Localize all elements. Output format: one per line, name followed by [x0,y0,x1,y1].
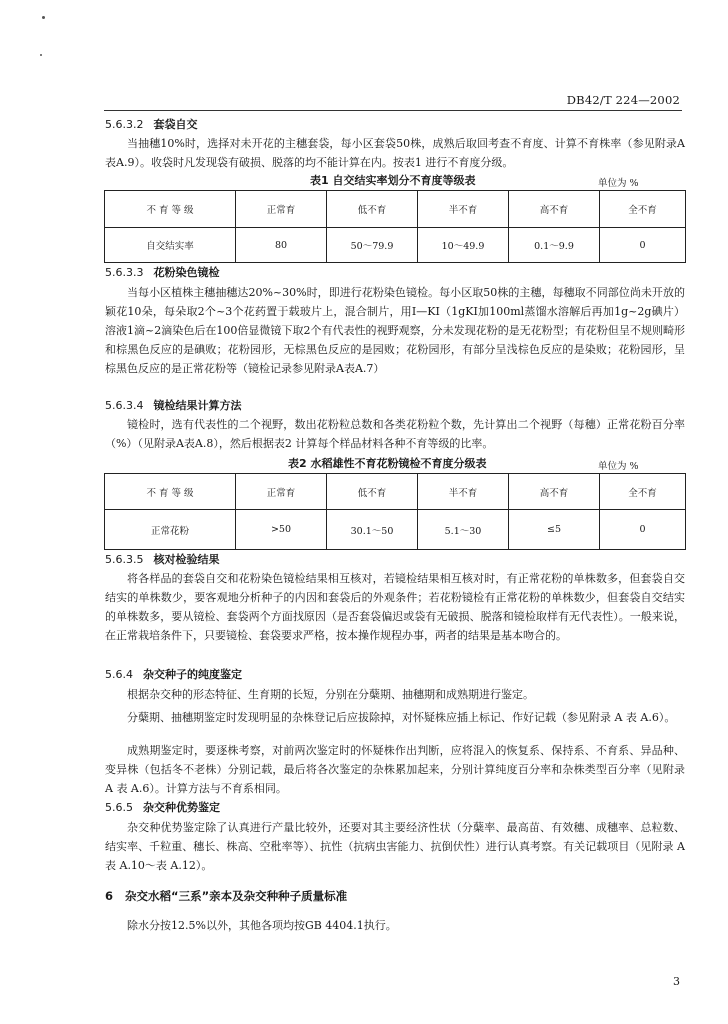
section-number: 5.6.3.2 [105,118,144,131]
table-caption: 表2 水稻雄性不育花粉镜检不育度分级表 [288,457,487,470]
table-header-cell: 全不育 [600,191,686,228]
table-row [105,228,686,263]
table-cell: 50～79.9 [327,228,418,263]
table-header-cell: 正常育 [236,191,327,228]
table-header-cell: 高不育 [509,474,600,510]
table-cell: 80 [236,228,327,263]
section-heading-6 [105,888,347,904]
document-code: DB42/T 224—2002 [566,93,680,107]
table-header-cell: 不 育 等 级 [105,191,236,228]
scan-speck [42,16,45,19]
grade-table-1 [104,190,686,263]
table-cell: 0.1～9.9 [509,228,600,263]
paragraph: 当抽穗10%时，选择对未开花的主穗套袋，每小区套袋50株，成熟后取回考查不育度、计算不育株率（参见附录A表A.9）。收袋时凡发现袋有破损、脱落的均不能计算在内。按表1 进行不育度分级。 [105,137,685,169]
table-header-cell: 半不育 [418,191,509,228]
table-cell: 自交结实率 [105,228,236,263]
grade-table-2 [104,473,686,550]
section-number: 5.6.3.4 [105,399,144,412]
section-title: 套袋自交 [153,118,198,131]
section-heading-5635 [105,551,219,567]
paragraph: 除水分按12.5%以外，其他各项均按GB 4404.1执行。 [127,919,397,932]
table-header-cell: 不 育 等 级 [105,474,236,510]
paragraph: 镜检时，选有代表性的二个视野，数出花粉粒总数和各类花粉粒个数，先计算出二个视野（每穗）正常花粉百分率（%）（见附录A表A.8），然后根据表2 计算每个样品材料各种不育等级的比率。 [105,418,685,450]
section-number: 6 [105,889,114,903]
paragraph: 分蘖期、抽穗期鉴定时发现明显的杂株登记后应拔除掉，对怀疑株应插上标记、作好记载（参见附录 A 表 A.6）。 [127,711,676,724]
table-header-cell: 高不育 [509,191,600,228]
section-title: 杂交种子的纯度鉴定 [143,668,242,681]
section-number: 5.6.3.5 [105,553,144,566]
paragraph: 成熟期鉴定时，要逐株考察，对前两次鉴定时的怀疑株作出判断，应将混入的恢复系、保持系、不育系、异品种、变异株（包括冬不老株）分别记载，最后将各次鉴定的杂株累加起来，分别计算纯度百分率和杂株类型百分率（见附录 A 表 A.6）。计算方法与不育系相同。 [105,744,685,795]
table-cell: 5.1～30 [418,510,509,550]
paragraph: 将各样品的套袋自交和花粉染色镜检结果相互核对，若镜检结果相互核对时，有正常花粉的单株数多，但套袋自交结实的单株数少，要客观地分析种子的内因和套袋后的外观条件；若花粉镜检有正常花粉的单株数少，但套袋自交结实的单株数多，要从镜检、套袋两个方面找原因（是否套袋偏迟或袋有无破损、脱落和镜检取样有无代表性）。一般来说，在正常栽培条件下，只要镜检、套袋要求严格，按本操作规程办事，两者的结果是基本吻合的。 [105,572,685,642]
table-cell: 10～49.9 [418,228,509,263]
section-number: 5.6.5 [105,801,133,814]
section-heading-5634 [105,397,241,413]
section-title: 花粉染色镜检 [153,266,220,279]
table-cell: ≤5 [509,510,600,550]
section-heading-5632 [105,116,197,132]
section-heading-5633 [105,264,219,280]
paragraph: 杂交种优势鉴定除了认真进行产量比较外，还要对其主要经济性状（分蘖率、最高苗、有效穗、成穗率、总粒数、结实率、千粒重、穗长、株高、空秕率等）、抗性（抗病虫害能力、抗倒伏性）进行认真考察。有关记载项目（见附录 A 表 A.10～表 A.12）。 [105,821,685,872]
table-header-cell: 半不育 [418,474,509,510]
section-title: 核对检验结果 [153,553,220,566]
table-header-cell: 正常育 [236,474,327,510]
table-cell: 正常花粉 [105,510,236,550]
table-header-row [105,474,686,510]
paragraph: 根据杂交种的形态特征、生育期的长短，分别在分蘖期、抽穗期和成熟期进行鉴定。 [127,688,534,701]
section-title: 杂交水稻“三系”亲本及杂交种种子质量标准 [125,889,348,903]
header-rule [104,110,682,111]
paragraph: 当每小区植株主穗抽穗达20%~30%时，即进行花粉染色镜检。每小区取50株的主穗，每穗取不同部位尚未开放的颖花10朵，每朵取2个~3个花药置于载玻片上，混合制片，用I—KI（1gKI加100ml蒸馏水溶解后再加1g~2g碘片）溶液1滴~2滴染色后在100倍显微镜下取2个有代表性的视野观察，分未发现花粉的是无花粉型；有花粉但呈不规则畸形和棕黑色反应的是碘败；花粉园形，无棕黑色反应的是园败；花粉园形，有部分呈浅棕色反应的是染败；花粉园形，呈棕黑色反应的是正常花粉等（镜检记录参见附录A表A.7） [105,286,685,375]
table-cell: 0 [600,510,686,550]
table-cell: >50 [236,510,327,550]
table-header-row [105,191,686,228]
table-unit: 单位为 % [598,178,639,189]
section-heading-565 [105,799,220,815]
table-unit: 单位为 % [598,461,639,472]
table-header-cell: 低不育 [327,474,418,510]
page-number: 3 [673,975,680,988]
section-heading-564 [105,666,242,682]
table-header-cell: 低不育 [327,191,418,228]
table-cell: 0 [600,228,686,263]
table-header-cell: 全不育 [600,474,686,510]
table-row [105,510,686,550]
section-number: 5.6.4 [105,668,133,681]
section-title: 镜检结果计算方法 [153,399,242,412]
table-cell: 30.1～50 [327,510,418,550]
section-title: 杂交种优势鉴定 [143,801,220,814]
section-number: 5.6.3.3 [105,266,144,279]
table-caption: 表1 自交结实率划分不育度等级表 [310,174,476,187]
scan-speck [40,54,42,56]
